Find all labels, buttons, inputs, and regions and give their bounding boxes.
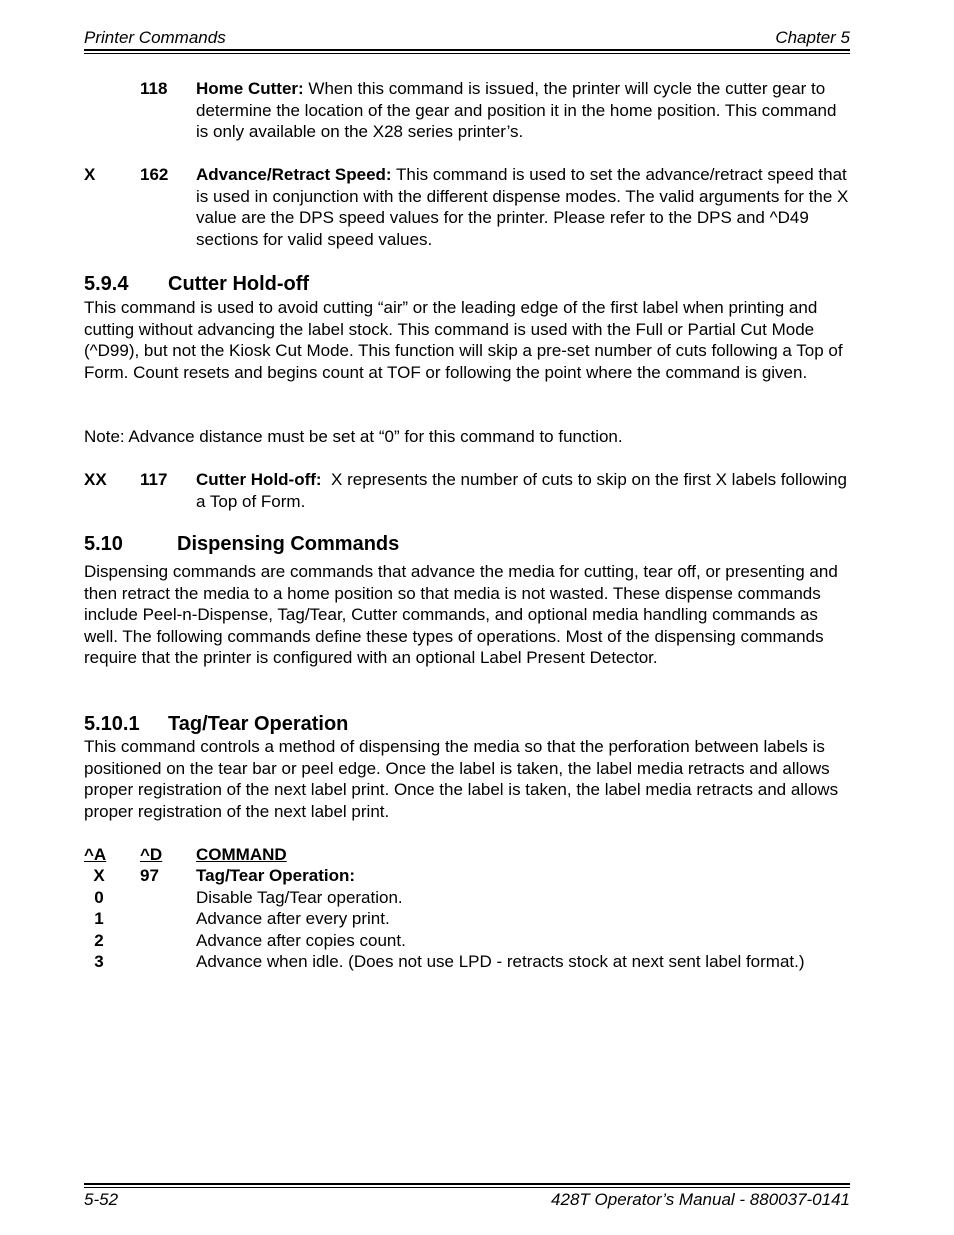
section-number: 5.9.4 xyxy=(84,273,129,295)
command-117 xyxy=(84,469,850,513)
note: Note: Advance distance must be set at “0” for this command to function. xyxy=(84,427,623,446)
command-description xyxy=(196,78,850,143)
section-number: 5.10.1 xyxy=(84,713,140,735)
command-term: Cutter Hold-off: xyxy=(196,470,322,489)
table-cell-a: 0 xyxy=(94,888,104,907)
table-cell-command: Advance when idle. (Does not use LPD - retracts stock at next sent label format.) xyxy=(196,952,805,971)
running-header xyxy=(84,27,850,51)
table-row xyxy=(84,887,850,909)
header-right: Chapter 5 xyxy=(775,28,850,47)
section-body: This command controls a method of dispensing the media so that the perforation between labels is positioned on the tear bar or peel edge. Once the label is taken, the label media retracts and allows proper registration of the next label print. Once the label is taken, the label media retracts and allows proper registration of the next label print. xyxy=(84,737,839,821)
section-title: Dispensing Commands xyxy=(177,533,400,555)
section-heading-5-10-1 xyxy=(84,712,349,736)
command-term: Advance/Retract Speed: xyxy=(196,165,392,184)
command-arg: XX xyxy=(84,470,107,489)
command-description xyxy=(196,469,850,512)
section-title: Tag/Tear Operation xyxy=(168,713,349,735)
table-cell-command: Advance after copies count. xyxy=(196,931,406,950)
command-118 xyxy=(84,78,850,144)
command-text: This command is used to set the advance/retract speed that is used in conjunction with the different dispense modes. The valid arguments for the X value are the DPS speed values for the printer. Please refer to the DPS and ^D49 sections for valid speed values. xyxy=(196,165,849,249)
command-arg: X xyxy=(84,165,96,184)
table-cell-command: Advance after every print. xyxy=(196,909,390,928)
section-body: This command is used to avoid cutting “air” or the leading edge of the first label when printing and cutting without advancing the label stock. This command is used with the Full or Partial Cut Mode (^D99), but not the Kiosk Cut Mode. This function will skip a pre-set number of cuts following a Top of Form. Count resets and begins count at TOF or following the point where the command is given. xyxy=(84,298,843,382)
footer-page-number: 5-52 xyxy=(84,1190,119,1209)
table-header-d: ^D xyxy=(140,845,163,864)
section-heading-5-9-4 xyxy=(84,272,310,296)
table-header xyxy=(84,844,850,866)
command-code: 162 xyxy=(140,165,169,184)
table-cell-a: 2 xyxy=(94,931,104,950)
table-header-a: ^A xyxy=(84,845,107,864)
section-title: Cutter Hold-off xyxy=(168,273,310,295)
table-row xyxy=(84,951,850,995)
command-term: Home Cutter: xyxy=(196,79,304,98)
section-body: Dispensing commands are commands that advance the media for cutting, tear off, or presenting and then retract the media to a home position so that media is not wasted. These dispense commands include Peel-n-Dispense, Tag/Tear, Cutter commands, and optional media handling commands as well. The following commands define these types of operations. Most of the dispensing commands require that the printer is configured with an optional Label Present Detector. xyxy=(84,562,838,668)
command-text: When this command is issued, the printer will cycle the cutter gear to determine the location of the gear and position it in the home position. This command is only available on the X28 series printer’s. xyxy=(196,79,837,142)
command-description xyxy=(196,164,850,250)
table-row xyxy=(84,908,850,930)
table-cell-a: X xyxy=(93,866,105,885)
table-cell-d: 97 xyxy=(140,866,159,885)
table-header-command: COMMAND xyxy=(196,845,287,864)
command-code: 118 xyxy=(140,79,168,98)
table-row xyxy=(84,865,850,887)
table-cell-a: 3 xyxy=(94,952,104,971)
table-cell-command: Disable Tag/Tear operation. xyxy=(196,888,403,907)
manual-page xyxy=(84,0,850,1235)
section-number: 5.10 xyxy=(84,533,123,555)
command-text: X represents the number of cuts to skip on the first X labels following a Top of Form. xyxy=(196,470,847,511)
table-row xyxy=(84,930,850,952)
table-cell-command: Tag/Tear Operation: xyxy=(196,866,356,885)
running-footer xyxy=(84,1183,850,1215)
command-code: 117 xyxy=(140,470,168,489)
footer-manual-title: 428T Operator’s Manual - 880037-0141 xyxy=(551,1190,850,1209)
table-cell-a: 1 xyxy=(94,909,104,928)
command-162 xyxy=(84,164,850,252)
header-left: Printer Commands xyxy=(84,28,226,47)
section-heading-5-10 xyxy=(84,532,400,556)
